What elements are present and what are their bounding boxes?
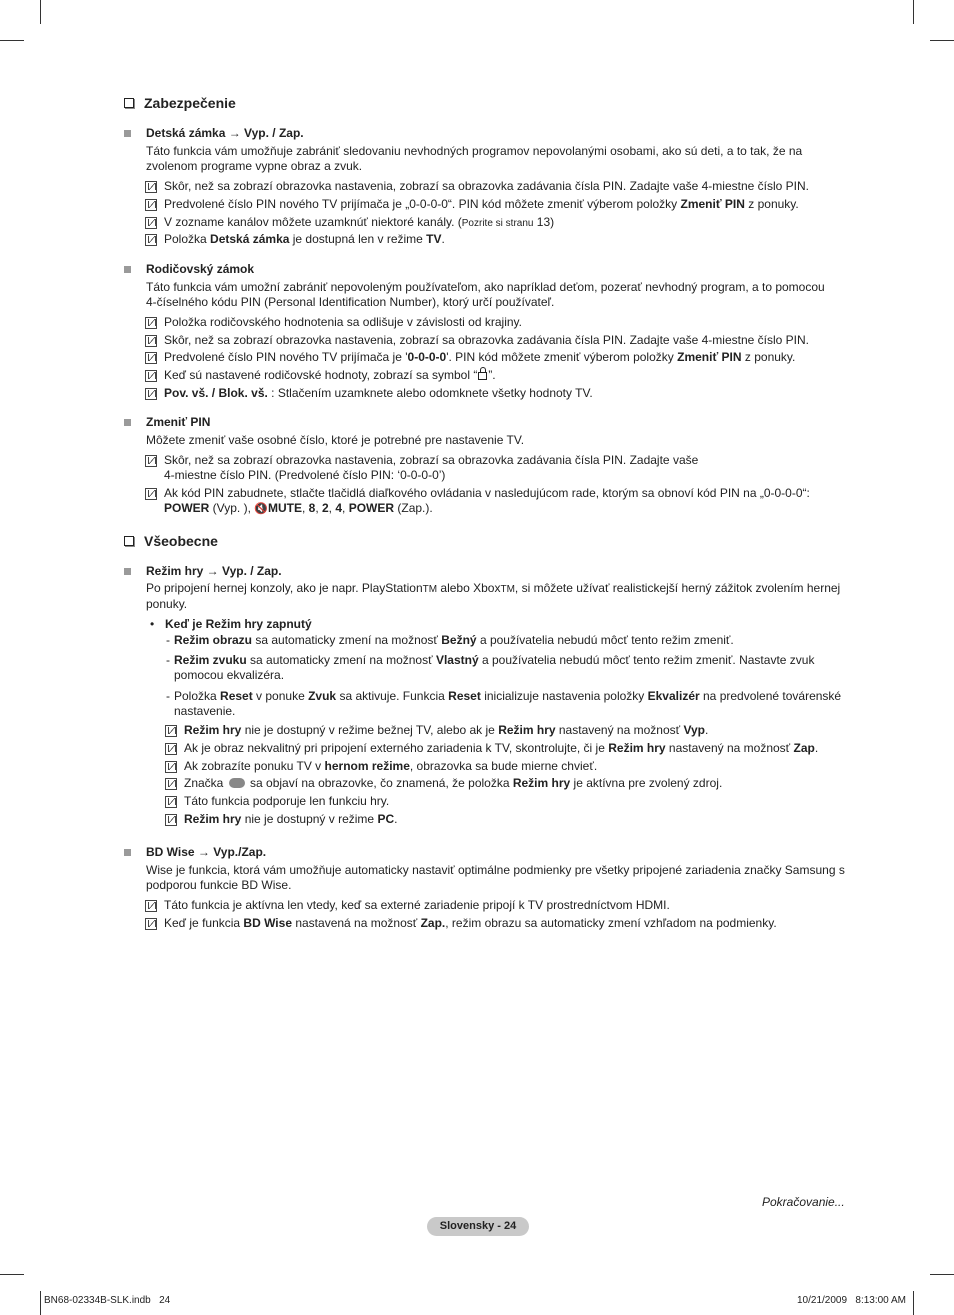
square-bullet-icon <box>124 130 131 137</box>
note-text: , <box>315 501 322 515</box>
note-bold: Režim hry <box>184 812 242 826</box>
game-mode-heading: Režim hry → Vyp. / Zap. <box>146 564 282 578</box>
note-text: , <box>301 501 309 515</box>
square-bullet-icon <box>124 849 131 856</box>
game-mode-note-5: Táto funkcia podporuje len funkciu hry. <box>184 794 390 808</box>
note-text: V zozname kanálov môžete uzamknúť niektoré kanály. ( <box>164 215 462 229</box>
note-bold: TV <box>426 232 442 246</box>
desc-text: alebo Xbox <box>437 581 501 595</box>
section-title-text: Všeobecne <box>144 533 218 549</box>
square-bullet-icon <box>124 266 131 273</box>
note-bold: Zmeniť PIN <box>677 350 742 364</box>
dash: - <box>166 689 170 703</box>
game-mode-note-4 <box>184 776 722 792</box>
note-bold: Pov. vš. / Blok. vš. <box>164 386 268 400</box>
note-text: Predvolené číslo PIN nového TV prijímača je „0-0-0-0“. PIN kód môžete zmeniť výberom položky <box>164 197 681 211</box>
section-title-general <box>124 533 218 549</box>
dash: - <box>166 633 170 647</box>
game-mode-bullet: Keď je Režim hry zapnutý <box>165 617 312 631</box>
bullet-dot: • <box>150 617 155 631</box>
note-text: nie je dostupný v režime <box>241 812 378 826</box>
note-text: , obrazovka sa bude mierne chvieť. <box>409 759 598 773</box>
parental-note-5 <box>164 386 593 402</box>
trademark: TM <box>500 584 515 595</box>
note-text: sa automaticky zmení na možnosť <box>252 633 442 647</box>
crop-mark <box>0 40 24 41</box>
child-lock-note-2 <box>164 197 799 213</box>
note-bold: Detská zámka <box>210 232 290 246</box>
note-bold: MUTE <box>267 501 302 515</box>
note-icon <box>145 388 157 400</box>
note-icon <box>165 725 177 737</box>
note-text: ”. <box>488 368 496 382</box>
game-mode-note-3 <box>184 759 597 775</box>
note-icon <box>165 796 177 808</box>
note-bold: Bežný <box>441 633 477 647</box>
note-text: '. PIN kód môžete zmeniť výberom položky <box>446 350 678 364</box>
parental-note-1: Položka rodičovského hodnotenia sa odlišuje v závislosti od krajiny. <box>164 315 522 329</box>
note-bold: hernom režime <box>324 759 410 773</box>
crop-mark <box>930 1274 954 1275</box>
note-bold: Reset <box>448 689 481 703</box>
crop-mark <box>930 40 954 41</box>
note-bold: PC <box>377 812 395 826</box>
note-icon <box>145 317 157 329</box>
parental-desc-2: 4-číselného kódu PIN (Personal Identification Number), ktorý určí používateľ. <box>146 295 555 309</box>
note-icon <box>145 234 157 246</box>
note-text: , <box>328 501 336 515</box>
note-bold: Zvuk <box>308 689 337 703</box>
game-mode-dash-3b: nastavenie. <box>174 704 236 718</box>
mute-icon: 🔇 <box>254 503 268 515</box>
note-text: je aktívna pre zvolený zdroj. <box>570 776 723 790</box>
note-text: a používatelia nebudú môcť tento režim zmeniť. <box>476 633 734 647</box>
note-text: (Zap.). <box>394 501 433 515</box>
square-bullet-icon <box>124 568 131 575</box>
continue-label: Pokračovanie... <box>762 1195 845 1209</box>
note-text: : Stlačením uzamknete alebo odomknete všetky hodnoty TV. <box>267 386 593 400</box>
file-slug: BN68-02334B-SLK.indb 24 <box>44 1295 171 1306</box>
note-bold: POWER <box>348 501 395 515</box>
note-text: je dostupná len v režime <box>289 232 427 246</box>
note-icon <box>145 352 157 364</box>
note-text: 13) <box>533 215 555 229</box>
note-text: sa automaticky zmení na možnosť <box>246 653 436 667</box>
desc-text: , si môžete užívať realistickejší herný zážitok zvolením hernej <box>514 581 841 595</box>
note-bold: Režim obrazu <box>174 633 253 647</box>
game-mode-desc-1 <box>146 581 840 598</box>
note-bold: Režim hry <box>512 776 571 790</box>
bd-wise-note-1: Táto funkcia je aktívna len vtedy, keď sa externé zariadenie pripojí k TV prostredníctvom HDMI. <box>164 898 670 912</box>
note-text: nastavený na možnosť <box>665 741 794 755</box>
game-mode-note-2 <box>184 741 818 757</box>
change-pin-note-1a: Skôr, než sa zobrazí obrazovka nastavenia, zobrazí sa obrazovka zadávania čísla PIN. Zadajte vaše <box>164 453 699 467</box>
note-text: Keď je funkcia <box>164 916 244 930</box>
section-title-security <box>124 95 236 111</box>
note-icon <box>145 217 157 229</box>
parental-note-3 <box>164 350 795 366</box>
note-bold: 0-0-0-0 <box>407 350 447 364</box>
note-text: . <box>394 812 398 826</box>
square-bullet-icon <box>124 419 131 426</box>
note-icon <box>145 455 157 467</box>
note-icon <box>165 814 177 826</box>
note-bold: 2 <box>321 501 329 515</box>
parental-heading: Rodičovský zámok <box>146 262 255 276</box>
note-icon <box>145 900 157 912</box>
change-pin-note-1b: 4-miestne číslo PIN. (Predvolené číslo PIN: ‘0-0-0-0’) <box>164 468 446 482</box>
note-text: z ponuky. <box>741 350 796 364</box>
note-icon <box>145 199 157 211</box>
child-lock-note-4 <box>164 232 445 248</box>
crop-mark <box>40 1291 41 1315</box>
note-bold: Zap <box>793 741 815 755</box>
note-text: , režim obrazu sa automaticky zmení vzhľadom na podmienky. <box>445 916 777 930</box>
child-lock-heading: Detská zámka → Vyp. / Zap. <box>146 126 304 140</box>
trademark: TM <box>422 584 438 595</box>
game-mode-note-1 <box>184 723 708 739</box>
change-pin-desc: Môžete zmeniť vaše osobné číslo, ktoré je potrebné pre nastavenie TV. <box>146 433 525 447</box>
note-text: Položka <box>174 689 221 703</box>
note-text: . <box>441 232 445 246</box>
note-text: inicializuje nastavenia položky <box>480 689 648 703</box>
note-bold: Zmeniť PIN <box>680 197 745 211</box>
child-lock-desc-1: Táto funkcia vám umožňuje zabrániť sledovaniu nevhodných programov nepovolanými osobami, ako sú deti, a to tak, že na <box>146 144 803 158</box>
game-mode-desc-2: ponuky. <box>146 597 188 611</box>
child-lock-note-3 <box>164 215 554 232</box>
note-text: Ak zobrazíte ponuku TV v <box>184 759 325 773</box>
note-text: nie je dostupný v režime bežnej TV, alebo ak je <box>241 723 499 737</box>
note-text: . <box>705 723 709 737</box>
note-bold: Režim hry <box>498 723 556 737</box>
game-mode-dash-2b: pomocou ekvalizéra. <box>174 668 285 682</box>
note-bold: Režim zvuku <box>174 653 247 667</box>
bd-wise-heading: BD Wise → Vyp./Zap. <box>146 845 267 859</box>
parental-note-4 <box>164 368 496 384</box>
game-mode-note-6 <box>184 812 397 828</box>
bd-wise-desc-1: Wise je funkcia, ktorá vám umožňuje automaticky nastaviť optimálne podmienky pre všetky pripojené zariadenia značky Samsung s <box>146 863 845 877</box>
bd-wise-desc-2: podporou funkcie BD Wise. <box>146 878 292 892</box>
note-text: a používatelia nebudú môcť tento režim zmeniť. Nastavte zvuk <box>478 653 815 667</box>
change-pin-note-2b <box>164 501 433 518</box>
child-lock-note-1: Skôr, než sa zobrazí obrazovka nastavenia, zobrazí sa obrazovka zadávania čísla PIN. Zadajte vaše 4-miestne číslo PIN. <box>164 179 809 193</box>
note-text: Ak je obraz nekvalitný pri pripojení externého zariadenia k TV, skontrolujte, či je <box>184 741 609 755</box>
note-text: nastavený na možnosť <box>555 723 684 737</box>
note-icon <box>165 761 177 773</box>
game-mode-dash-3 <box>174 689 841 705</box>
note-text: v ponuke <box>252 689 309 703</box>
game-mode-dash-1 <box>174 633 734 649</box>
note-bold: 4 <box>335 501 343 515</box>
note-icon <box>165 778 177 790</box>
parental-desc-1: Táto funkcia vám umožní zabrániť nepovoleným používateľom, ako napríklad deťom, pozerať nevhodný program, a to pomocou <box>146 280 825 294</box>
note-icon <box>145 335 157 347</box>
note-text: sa objaví na obrazovke, čo znamená, že položka <box>246 776 513 790</box>
note-text: (Vyp. ), <box>209 501 255 515</box>
note-bold: Reset <box>220 689 253 703</box>
desc-text: Po pripojení hernej konzoly, ako je napr. PlayStation <box>146 581 423 595</box>
note-text: z ponuky. <box>744 197 799 211</box>
note-icon <box>145 181 157 193</box>
crop-mark <box>0 1274 24 1275</box>
note-icon <box>165 743 177 755</box>
lock-icon <box>478 372 487 380</box>
note-bold: 8 <box>308 501 316 515</box>
note-bold: Vyp <box>683 723 706 737</box>
note-text: Položka <box>164 232 211 246</box>
note-icon <box>145 918 157 930</box>
crop-mark <box>40 0 41 24</box>
note-text: , <box>342 501 349 515</box>
note-bold: BD Wise <box>243 916 292 930</box>
section-title-text: Zabezpečenie <box>144 95 236 111</box>
checkbox-square-icon <box>124 98 134 108</box>
note-bold: Ekvalizér <box>647 689 700 703</box>
game-mode-dash-2 <box>174 653 814 669</box>
note-bold: POWER <box>164 501 210 515</box>
date-slug: 10/21/2009 8:13:00 AM <box>797 1295 906 1306</box>
note-text: na predvolené továrenské <box>699 689 842 703</box>
note-text: . <box>814 741 819 755</box>
crop-mark <box>913 1291 914 1315</box>
child-lock-desc-2: zvolenom programe vypne obraz a zvuk. <box>146 159 363 173</box>
note-bold: Režim hry <box>608 741 666 755</box>
note-text: Keď sú nastavené rodičovské hodnoty, zobrazí sa symbol “ <box>164 368 478 382</box>
note-text: nastavená na možnosť <box>292 916 421 930</box>
note-text: sa aktivuje. Funkcia <box>336 689 449 703</box>
note-text: Značka <box>184 776 227 790</box>
note-icon <box>145 370 157 382</box>
dash: - <box>166 653 170 667</box>
crop-mark <box>913 0 914 24</box>
page-ref: Pozrite si stranu <box>461 218 534 229</box>
game-controller-icon <box>229 778 245 788</box>
bd-wise-note-2 <box>164 916 777 932</box>
change-pin-heading: Zmeniť PIN <box>146 415 211 429</box>
note-bold: Zap. <box>420 916 446 930</box>
parental-note-2: Skôr, než sa zobrazí obrazovka nastavenia, zobrazí sa obrazovka zadávania čísla PIN. Zadajte vaše 4-miestne číslo PIN. <box>164 333 809 347</box>
note-bold: Vlastný <box>435 653 479 667</box>
page-number-badge: Slovensky - 24 <box>427 1217 529 1236</box>
change-pin-note-2a: Ak kód PIN zabudnete, stlačte tlačidlá diaľkového ovládania v nasledujúcom rade, ktorým sa obnoví kód PIN na „0-0-0-0“: <box>164 486 810 500</box>
note-bold: Režim hry <box>184 723 242 737</box>
note-icon <box>145 488 157 500</box>
note-text: Predvolené číslo PIN nového TV prijímača je ' <box>164 350 408 364</box>
checkbox-square-icon <box>124 536 134 546</box>
